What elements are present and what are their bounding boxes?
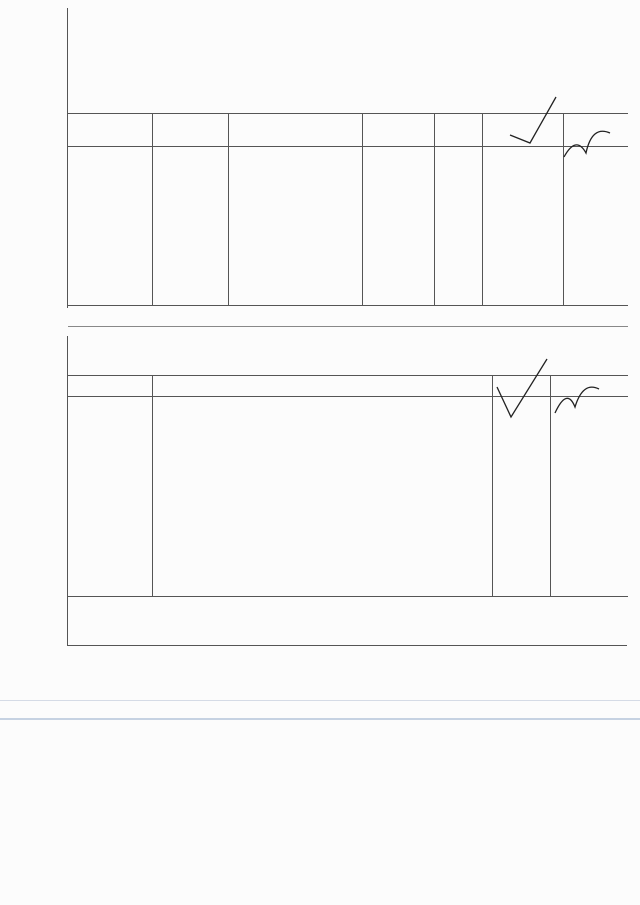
note-signature-mark <box>495 355 615 435</box>
tax-signature-mark <box>500 95 620 175</box>
